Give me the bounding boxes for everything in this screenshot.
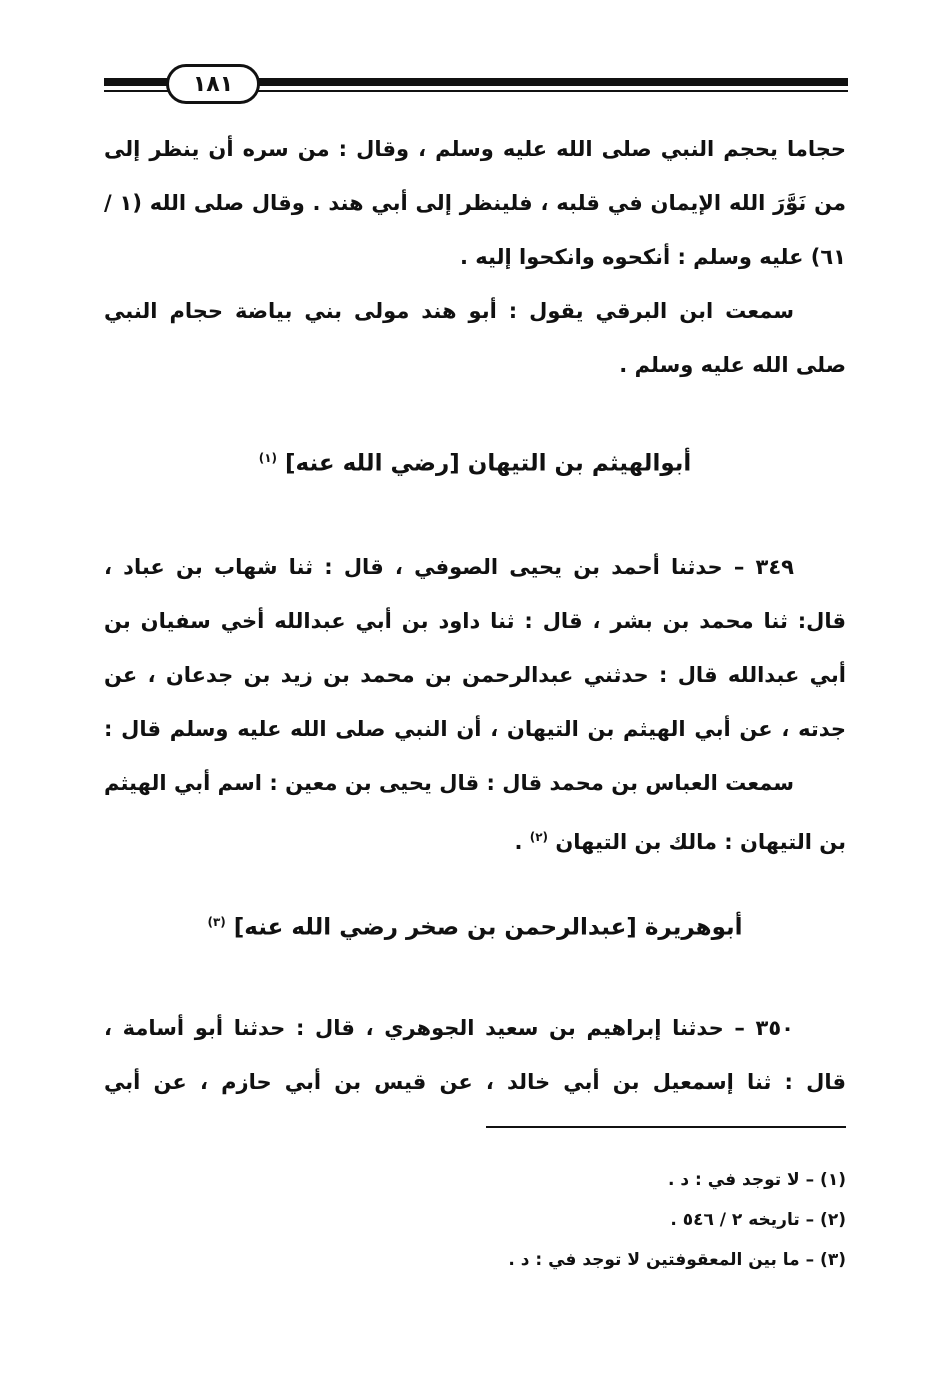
footnote-3: (٣) – ما بين المعقوفتين لا توجد في : د .: [508, 1250, 846, 1270]
page-body: [104, 122, 846, 1109]
section-heading-abu-haytham: [104, 436, 846, 486]
footnote-1: (١) – لا توجد في : د .: [668, 1170, 846, 1190]
footnote-ref-2: (٢): [529, 829, 549, 844]
footnote-separator: [486, 1126, 846, 1128]
footnote-ref-1: (١): [258, 451, 278, 465]
heading-text: أبوالهيثم بن التيهان [رضي الله عنه]: [285, 450, 692, 477]
footnotes: [104, 1160, 846, 1280]
paragraph-abbas: [104, 756, 846, 864]
heading-text-2: أبوهريرة [عبدالرحمن بن صخر رضي الله عنه]: [233, 914, 743, 941]
paragraph-abbas-text: سمعت العباس بن محمد قال : قال يحيى بن معين : اسم أبي الهيثم بن التيهان : مالك بن التيهان: [104, 770, 846, 854]
page-number: ١٨١: [166, 64, 260, 104]
hadith-349: ٣٤٩ – حدثنا أحمد بن يحيى الصوفي ، قال : ثنا شهاب بن عباد ، قال: ثنا محمد بن بشر ، قال : ثنا داود بن أبي عبدالله أخي سفيان بن أبي عبدالله قال : حدثني عبدالرحمن بن محمد بن زيد بن جدعان ، عن جدته ، عن أبي الهيثم بن التيهان ، أن النبي صلى الله عليه وسلم قال :: [104, 554, 846, 741]
footnote-2: (٢) – تاريخه ٢ / ٥٤٦ .: [670, 1210, 846, 1230]
paragraph-abbas-end: .: [514, 829, 530, 854]
section-heading-abu-hurayra: [104, 900, 846, 950]
paragraph-ibn-barqi: سمعت ابن البرقي يقول : أبو هند مولى بني بياضة حجام النبي صلى الله عليه وسلم .: [104, 299, 846, 377]
paragraph-continuation: حجاما يحجم النبي صلى الله عليه وسلم ، وقال : من سره أن ينظر إلى من نَوَّرَ الله الإيمان في قلبه ، فلينظر إلى أبي هند . وقال صلى الله (١ / ٦١) عليه وسلم : أنكحوه وانكحوا إليه .: [104, 137, 846, 269]
page-header: [104, 64, 848, 110]
footnote-ref-3: (٣): [207, 914, 226, 929]
hadith-350: ٣٥٠ – حدثنا إبراهيم بن سعيد الجوهري ، قال : حدثنا أبو أسامة ، قال : ثنا إسمعيل بن أبي خالد ، عن قيس بن أبي حازم ، عن أبي: [104, 1016, 846, 1095]
